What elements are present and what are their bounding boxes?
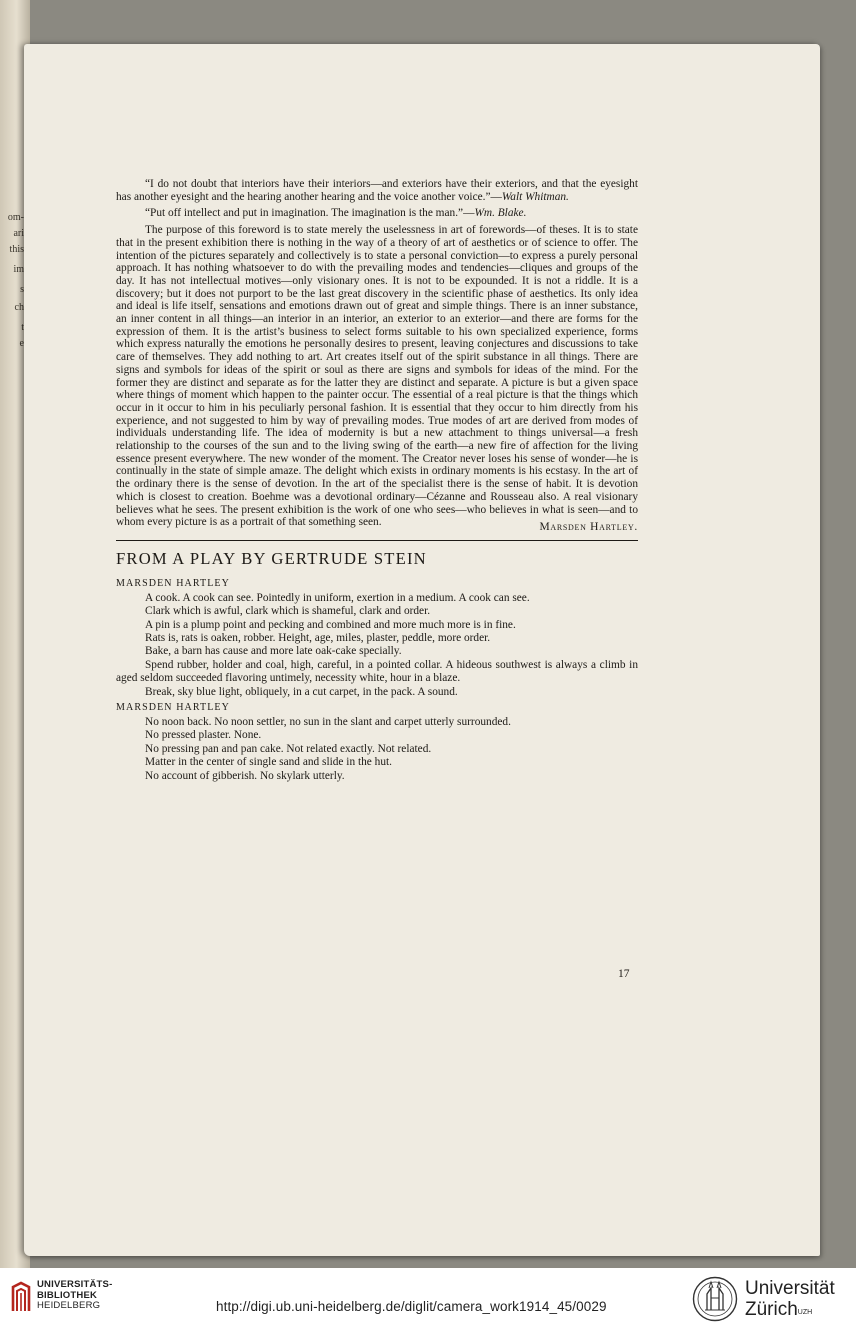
university-name-line: Universität: [745, 1278, 835, 1299]
prev-page-fragment: ari: [13, 228, 24, 239]
library-name[interactable]: [37, 1280, 112, 1312]
play-line: Clark which is awful, clark which is shameful, clark and order.: [145, 605, 431, 618]
page-content: [116, 178, 638, 783]
library-name-line: UNIVERSITÄTS-: [37, 1279, 113, 1290]
prev-page-fragment: t: [21, 322, 24, 333]
prev-page-fragment: this: [9, 244, 24, 255]
prev-page-fragment: s: [20, 284, 24, 295]
university-seal-icon[interactable]: [692, 1276, 738, 1322]
quote-attribution: Wm. Blake.: [474, 207, 527, 220]
foreword-signature: Marsden Hartley.: [539, 520, 638, 533]
uzh-superscript: UZH: [797, 1309, 813, 1316]
university-name[interactable]: [745, 1278, 835, 1320]
prev-page-fragment: om-: [7, 212, 24, 223]
heidelberg-library-logo-icon[interactable]: [10, 1281, 32, 1313]
quote-attribution: Walt Whitman.: [501, 190, 569, 203]
source-url-link[interactable]: http://digi.ub.uni-heidelberg.de/diglit/camera_work1914_45/0029: [216, 1299, 607, 1314]
quote-text: “Put off intellect and put in imagination. The imagination is the man.”—: [145, 207, 475, 220]
play-title: FROM A PLAY BY GERTRUDE STEIN: [116, 548, 427, 568]
section-divider: [116, 540, 638, 541]
page-number: 17: [618, 968, 630, 980]
play-line: No account of gibberish. No skylark utterly.: [145, 769, 345, 782]
play-line: A pin is a plump point and pecking and combined and more much more is in fine.: [145, 618, 516, 631]
library-name-line: BIBLIOTHEK: [37, 1289, 98, 1301]
footer-bar: [0, 1268, 856, 1330]
library-name-line: HEIDELBERG: [37, 1300, 101, 1312]
prev-page-fragment: im: [13, 264, 24, 275]
university-name-line: [745, 1299, 835, 1320]
play-line: Bake, a barn has cause and more late oak-cake specially.: [145, 645, 402, 658]
play-line: Matter in the center of single sand and slide in the hut.: [145, 756, 392, 769]
foreword-body: The purpose of this foreword is to state merely the uselessness in art of forewords—of theses. It is to state that in the present exhibition there is nothing in the way of a theory of art of aesthetics or of science to offer. The intention of the pictures separately and collectively is to state a personal conviction—to express a purely personal approach. It has nothing whatsoever to do with the prevailing modes and tendencies—cliques and groups of the day. It has not intellectual motives—only visionary ones. It is not to be expounded. It is not a riddle. It is a discovery; but it does not purport to be the last great discovery in the scientific phase of aesthetics. Its only idea and ideal is life itself, sensations and emotions drawn out of great and simple things. There is an inner substance, an inner content in all things—an interior in an interior, an exterior to an exterior—and there are forms for the expression of them. It is the artist’s business to select forms suitable to his own specialized experience, forms which express naturally the emotions he personally desires to present, leaving conjectures and discussions to take care of themselves. They add nothing to art. Art creates itself out of the spirit substance in all things. There are signs and symbols for ideas of the spirit or soul as there are signs and symbols for ideas of the mind. For the former they are distinct and separate as for the latter they are distinct and separate. A picture is but a given space where things of moment which happen to the painter occur. The essential of a real picture is that the things which occur in it occur to him in his peculiarly personal fashion. It is essential that they occur to him directly from his experience, and not suggested to him by way of prevailing modes. True modes of art are derived from modes of individuals understanding life. The idea of modernity is but a new attachment to things universal—a fresh relationship to the courses of the sun and to the living swing of the earth—a new fire of affection for the living essence present everywhere. The new wonder of the moment. The Creator never loses his sense of wonder—he is continually in the state of simple amaze. The delight which exists in ordinary moments is his ecstasy. In the art of the ordinary there is the sense of devotion. In the art of the specialist there is the sense of habit. It is devotion which is closest to creation. Boehme was a devotional ordinary—Cézanne and Rousseau also. A real visionary believes what he sees. The present exhibition is the work of one who sees—who believes in what is seen—and to whom every picture is as a portrait of that something seen.: [116, 224, 638, 529]
book-page: [24, 44, 820, 1256]
foreword-quote-blake: [116, 207, 638, 220]
speaker-name: MARSDEN HARTLEY: [116, 577, 230, 589]
play-line: A cook. A cook can see. Pointedly in uniform, exertion in a medium. A cook can see.: [145, 591, 530, 604]
foreword-quote-whitman: [116, 178, 638, 203]
university-city: Zürich: [745, 1299, 798, 1320]
speaker-name: MARSDEN HARTLEY: [116, 701, 230, 713]
play-line: Spend rubber, holder and coal, high, careful, in a pointed collar. A hideous southwest is always a climb in aged seldom succeeded flavoring untimely, necessity white, hour in a blaze.: [116, 658, 638, 685]
play-line: Rats is, rats is oaken, robber. Height, age, miles, plaster, peddle, more order.: [145, 631, 491, 644]
prev-page-fragment: ch: [14, 302, 24, 313]
quote-text: “I do not doubt that interiors have their interiors—and exteriors have their exteriors, and that the eyesight has another eyesight and the hearing another hearing and the voice another voice.”—: [116, 178, 638, 203]
play-line: No pressing pan and pan cake. Not related exactly. Not related.: [145, 742, 432, 755]
play-line: No noon back. No noon settler, no sun in the slant and carpet utterly surrounded.: [145, 715, 511, 728]
play-line: No pressed plaster. None.: [145, 729, 262, 742]
play-line: Break, sky blue light, obliquely, in a cut carpet, in the pack. A sound.: [145, 685, 458, 698]
prev-page-fragment: e: [19, 338, 24, 349]
